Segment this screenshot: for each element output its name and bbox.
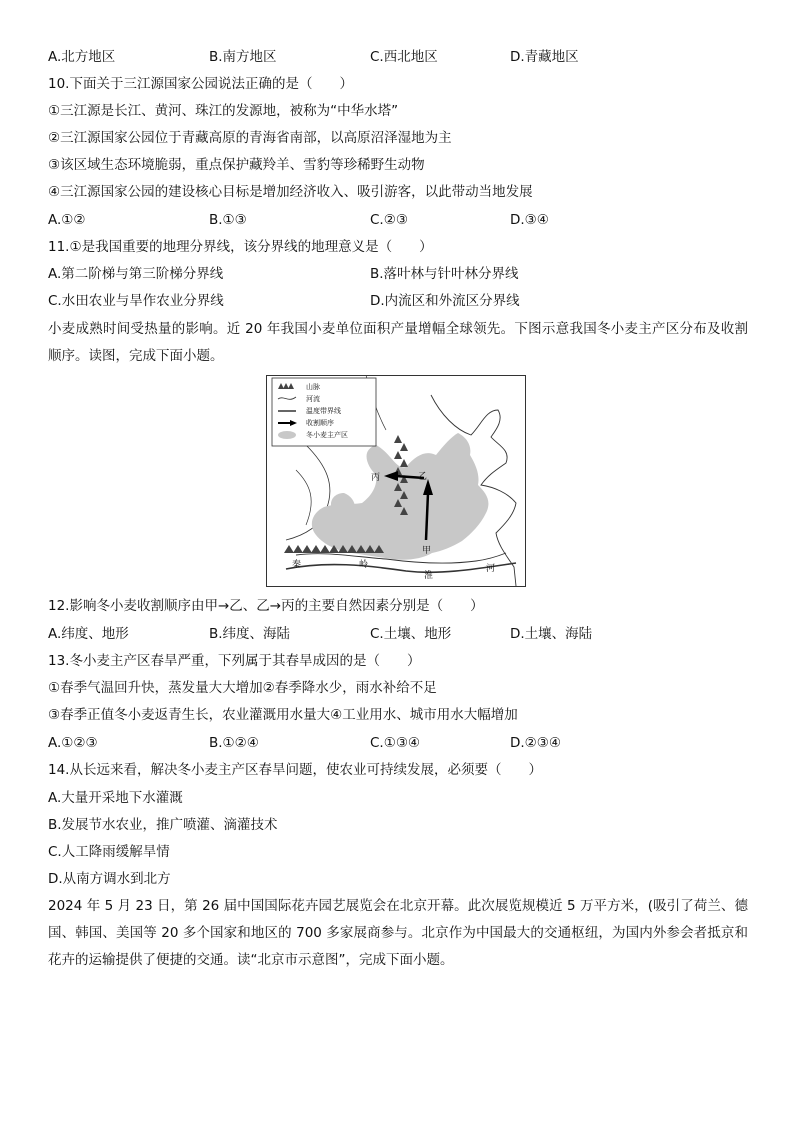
label-qin: 秦 — [292, 560, 302, 570]
q12-option-b: B.纬度、海陆 — [209, 626, 291, 642]
q11-option-c: C.水田农业与旱作农业分界线 — [48, 293, 224, 309]
q9-option-a: A.北方地区 — [48, 49, 116, 65]
legend-river: 河流 — [306, 395, 320, 403]
q9-option-d: D.青藏地区 — [510, 49, 579, 65]
q13-statement-2: ③春季正值冬小麦返青生长，农业灌溉用水量大④工业用水、城市用水大幅增加 — [48, 707, 518, 723]
legend-temp-line: 温度带界线 — [306, 407, 341, 415]
q10-statement-1: ①三江源是长江、黄河、珠江的发源地，被称为“中华水塔” — [48, 103, 399, 119]
q14-option-c: C.人工降雨缓解旱情 — [48, 844, 170, 860]
q11-option-b: B.落叶林与针叶林分界线 — [370, 266, 519, 282]
q10-statement-4: ④三江源国家公园的建设核心目标是增加经济收入、吸引游客，以此带动当地发展 — [48, 184, 533, 200]
legend-harvest-order: 收割顺序 — [306, 419, 334, 427]
q11-option-a: A.第二阶梯与第三阶梯分界线 — [48, 266, 224, 282]
q13-option-a: A.①②③ — [48, 735, 98, 751]
q11-stem: 11.①是我国重要的地理分界线，该分界线的地理意义是（ ） — [48, 239, 433, 255]
map-legend — [272, 378, 376, 446]
q10-option-c: C.②③ — [370, 212, 408, 228]
wheat-map-figure — [266, 375, 526, 587]
q13-option-c: C.①③④ — [370, 735, 421, 751]
label-ling: 岭 — [359, 560, 369, 570]
q12-option-c: C.土壤、地形 — [370, 626, 452, 642]
q9-option-c: C.西北地区 — [370, 49, 438, 65]
q9-option-b: B.南方地区 — [209, 49, 277, 65]
q10-statement-2: ②三江源国家公园位于青藏高原的青海省南部，以高原沼泽湿地为主 — [48, 130, 452, 146]
q13-option-d: D.②③④ — [510, 735, 561, 751]
label-bing: 丙 — [371, 473, 381, 483]
q14-stem: 14.从长远来看，解决冬小麦主产区春旱问题，使农业可持续发展，必须要（ ） — [48, 762, 542, 778]
label-he: 河 — [486, 564, 496, 574]
q10-option-d: D.③④ — [510, 212, 549, 228]
legend-wheat-area: 冬小麦主产区 — [306, 431, 348, 439]
wheat-map-svg — [266, 375, 526, 587]
flower-expo-paragraph: 2024 年 5 月 23 日，第 26 届中国国际花卉园艺展览会在北京开幕。此次展览规模近 5 万平方米，(吸引了荷兰、德国、韩国、美国等 20 多个国家和地区的 700 多家展商参与。北京作为中国最大的交通枢纽，为国内外参会者抵京和花卉的运输提供了便捷的交通。读“北京市示意图”，完成下面小题。 — [48, 898, 748, 968]
q11-option-d: D.内流区和外流区分界线 — [370, 293, 520, 309]
q12-option-a: A.纬度、地形 — [48, 626, 129, 642]
legend-mountain: 山脉 — [306, 383, 320, 391]
q10-statement-3: ③该区域生态环境脆弱，重点保护藏羚羊、雪豹等珍稀野生动物 — [48, 157, 425, 173]
q13-stem: 13.冬小麦主产区春旱严重，下列属于其春旱成因的是（ ） — [48, 653, 421, 669]
q10-option-a: A.①② — [48, 212, 86, 228]
q14-option-d: D.从南方调水到北方 — [48, 871, 171, 887]
q12-stem: 12.影响冬小麦收割顺序由甲→乙、乙→丙的主要自然因素分别是（ ） — [48, 598, 484, 614]
q13-statement-1: ①春季气温回升快，蒸发量大大增加②春季降水少，雨水补给不足 — [48, 680, 437, 696]
label-huai: 淮 — [424, 571, 434, 581]
q14-option-a: A.大量开采地下水灌溉 — [48, 790, 183, 806]
q12-option-d: D.土壤、海陆 — [510, 626, 593, 642]
q10-option-b: B.①③ — [209, 212, 247, 228]
q13-option-b: B.①②④ — [209, 735, 259, 751]
label-jia: 甲 — [422, 546, 432, 556]
label-yi: 乙 — [418, 472, 428, 482]
wheat-intro-paragraph: 小麦成熟时间受热量的影响。近 20 年我国小麦单位面积产量增幅全球领先。下图示意我国冬小麦主产区分布及收割顺序。读图，完成下面小题。 — [48, 321, 748, 364]
q10-stem: 10.下面关于三江源国家公园说法正确的是（ ） — [48, 76, 353, 92]
q14-option-b: B.发展节水农业，推广喷灌、滴灌技术 — [48, 817, 278, 833]
